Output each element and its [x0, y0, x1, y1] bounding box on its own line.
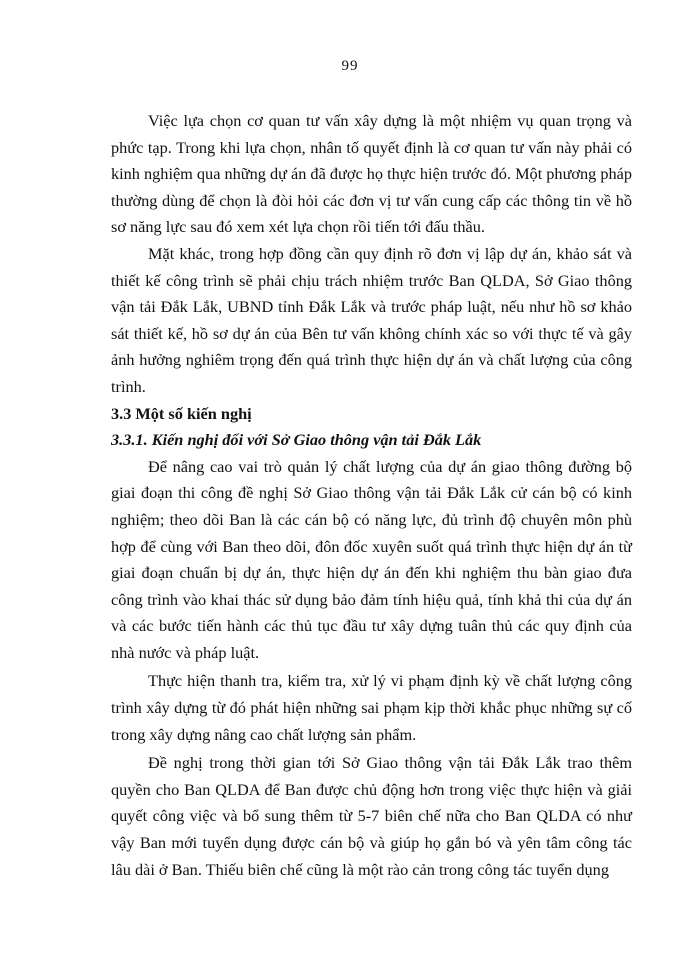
paragraph-staffing-proposal: Đề nghị trong thời gian tới Sở Giao thông vận tải Đắk Lắk trao thêm quyền cho Ban QLDA để Ban được chủ động hơn trong việc thực hiện và giải quyết công việc và bổ sung thêm từ 5-7 biên chế nữa cho Ban QLDA có như vậy Ban mới tuyển dụng được cán bộ và giúp họ gắn bó và yên tâm công tác lâu dài ở Ban. Thiếu biên chế cũng là một rào cản trong công tác tuyển dụng	[111, 753, 632, 879]
paragraph-quality-management: Để nâng cao vai trò quản lý chất lượng của dự án giao thông đường bộ giai đoạn thi công đề nghị Sở Giao thông vận tải Đắk Lắk cử cán bộ có kinh nghiệm; theo dõi Ban là các cán bộ có năng lực, đủ trình độ chuyên môn phù hợp để cùng với Ban theo dõi, đôn đốc xuyên suốt quá trình thực hiện dự án từ giai đoạn chuẩn bị dự án, thực hiện dự án đến khi nghiệm thu bàn giao đưa công trình vào khai thác sử dụng bảo đảm tính hiệu quả, tính khả thi của dự án và các bước tiến hành các thủ tục đầu tư xây dựng tuân thủ các quy định của nhà nước và pháp luật.	[111, 456, 632, 662]
page-number: 99	[341, 58, 359, 74]
section-heading: 3.3 Một số kiến nghị	[111, 403, 252, 423]
page-content	[111, 108, 632, 883]
subsection-heading: 3.3.1. Kiến nghị đối với Sở Giao thông vận tải Đắk Lắk	[111, 430, 482, 450]
paragraph-consultant-selection: Việc lựa chọn cơ quan tư vấn xây dựng là một nhiệm vụ quan trọng và phức tạp. Trong khi lựa chọn, nhân tố quyết định là cơ quan tư vấn này phải có kinh nghiệm qua những dự án đã được họ thực hiện trước đó. Một phương pháp thường dùng để chọn là đòi hỏi các đơn vị tư vấn cung cấp các thông tin về hồ sơ năng lực sau đó xem xét lựa chọn rồi tiến tới đấu thầu.	[111, 111, 632, 237]
paragraph-contract-responsibility: Mặt khác, trong hợp đồng cần quy định rõ đơn vị lập dự án, khảo sát và thiết kế công trình sẽ phải chịu trách nhiệm trước Ban QLDA, Sở Giao thông vận tải Đắk Lắk, UBND tỉnh Đắk Lắk và trước pháp luật, nếu như hồ sơ khảo sát thiết kế, hồ sơ dự án của Bên tư vấn không chính xác so với thực tế và gây ảnh hưởng nghiêm trọng đến quá trình thực hiện dự án và chất lượng của công trình.	[111, 243, 632, 396]
paragraph-inspection: Thực hiện thanh tra, kiểm tra, xử lý vi phạm định kỳ về chất lượng công trình xây dựng từ đó phát hiện những sai phạm kịp thời khắc phục những sự cố trong xây dựng nâng cao chất lượng sản phẩm.	[111, 671, 632, 744]
